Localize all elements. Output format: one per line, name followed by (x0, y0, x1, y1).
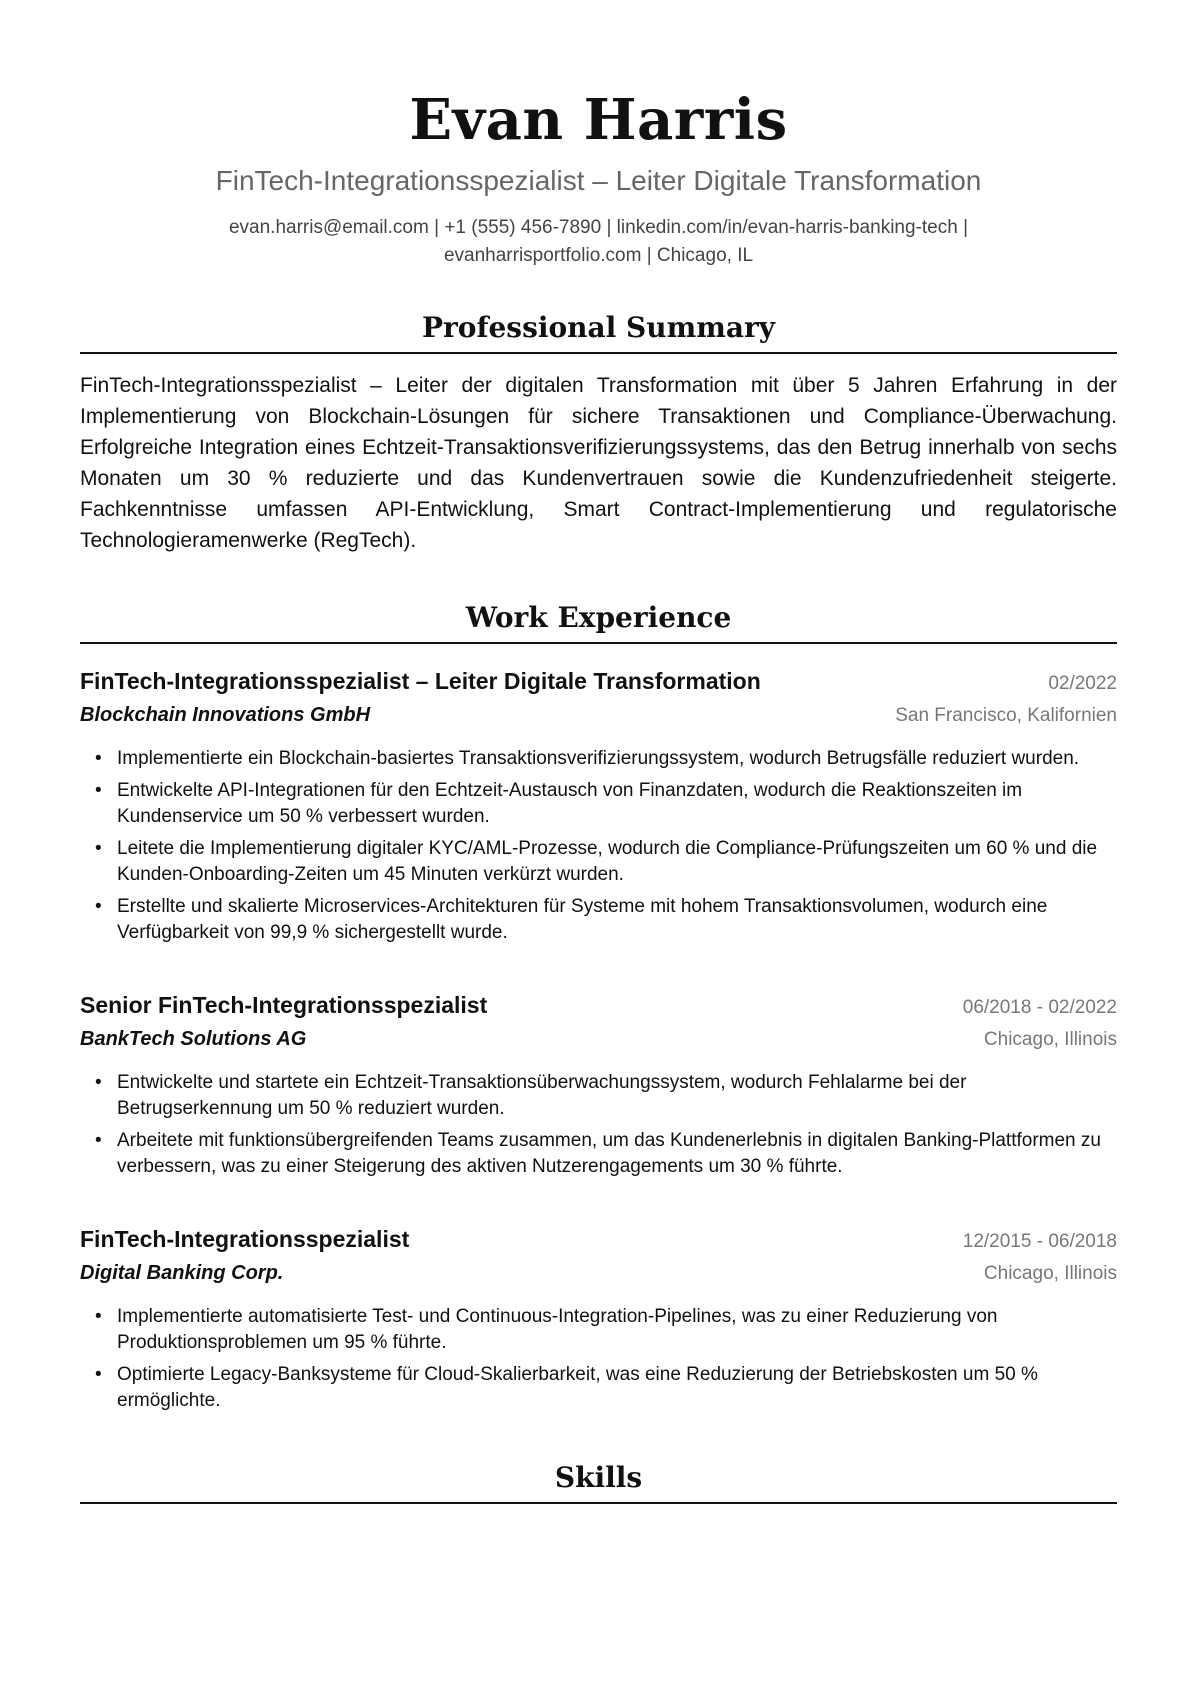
job-location: San Francisco, Kalifornien (895, 705, 1117, 726)
job-company: Blockchain Innovations GmbH (80, 704, 371, 726)
summary-text: FinTech-Integrationsspezialist – Leiter der digitalen Transformation mit über 5 Jahren Erfahrung in der Implementierung von Blockchain-Lösungen für sichere Transaktionen und Compliance-Überwachung. Erfolgreiche Integration eines Echtzeit-Transaktionsverifizierungssystems, das den Betrug innerhalb von sechs Monaten um 30 % reduzierte und das Kundenvertrauen sowie die Kundenzufriedenheit steigerte. Fachkenntnisse umfassen API-Entwicklung, Smart Contract-Implementierung und regulatorische Technologieramenwerke (RegTech). (80, 374, 1117, 552)
job-entry (80, 1222, 1117, 1414)
bullet-item: • Entwickelte und startete ein Echtzeit-Transaktionsüberwachungssystem, wodurch Fehlalarme bei der Betrugserkennung um 50 % reduziert wurden. (80, 1070, 1117, 1122)
job-bullets (80, 746, 1117, 946)
candidate-name: Evan Harris (409, 87, 788, 153)
job-title: Senior FinTech-Integrationsspezialist (80, 992, 488, 1018)
job-title: FinTech-Integrationsspezialist (80, 1226, 410, 1252)
job-entry (80, 664, 1117, 946)
bullet-item: • Optimierte Legacy-Banksysteme für Cloud-Skalierbarkeit, was eine Reduzierung der Betriebskosten um 50 % ermöglichte. (80, 1362, 1117, 1414)
job-entry (80, 988, 1117, 1180)
candidate-title: FinTech-Integrationsspezialist – Leiter Digitale Transformation (215, 165, 982, 196)
job-date: 02/2022 (1048, 673, 1117, 694)
job-company: BankTech Solutions AG (80, 1028, 307, 1050)
bullet-item: • Implementierte automatisierte Test- und Continuous-Integration-Pipelines, was zu einer Reduzierung von Produktionsproblemen um 95 % führte. (80, 1304, 1117, 1356)
resume-page (80, 0, 1117, 1504)
job-bullets (80, 1070, 1117, 1180)
job-bullets (80, 1304, 1117, 1414)
job-company: Digital Banking Corp. (80, 1262, 284, 1284)
job-location: Chicago, Illinois (983, 1029, 1117, 1050)
contact-line: evan.harris@email.com | +1 (555) 456-7890 | linkedin.com/in/evan-harris-banking-tech | evanharrisportfolio.com | Chicago, IL (228, 217, 969, 266)
bullet-item: • Erstellte und skalierte Microservices-Architekturen für Systeme mit hohem Transaktionsvolumen, wodurch eine Verfügbarkeit von 99,9 % sichergestellt wurde. (80, 894, 1117, 946)
section-heading-experience: Work Experience (80, 600, 1117, 644)
bullet-item: • Arbeitete mit funktionsübergreifenden Teams zusammen, um das Kundenerlebnis in digitalen Banking-Plattformen zu verbessern, was zu einer Steigerung des aktiven Nutzerengagements um 30 % führte. (80, 1128, 1117, 1180)
bullet-item: • Entwickelte API-Integrationen für den Echtzeit-Austausch von Finanzdaten, wodurch die Reaktionszeiten im Kundenservice um 50 % verbessert wurden. (80, 778, 1117, 830)
bullet-item: • Leitete die Implementierung digitaler KYC/AML-Prozesse, wodurch die Compliance-Prüfungszeiten um 60 % und die Kunden-Onboarding-Zeiten um 45 Minuten verkürzt wurden. (80, 836, 1117, 888)
job-date: 06/2018 - 02/2022 (962, 997, 1117, 1018)
job-location: Chicago, Illinois (983, 1263, 1117, 1284)
job-title: FinTech-Integrationsspezialist – Leiter Digitale Transformation (80, 668, 761, 694)
section-heading-skills: Skills (80, 1460, 1117, 1504)
section-heading-summary: Professional Summary (80, 310, 1117, 354)
job-date: 12/2015 - 06/2018 (962, 1231, 1117, 1252)
bullet-item: • Implementierte ein Blockchain-basiertes Transaktionsverifizierungssystem, wodurch Betrugsfälle reduziert wurden. (80, 746, 1117, 772)
